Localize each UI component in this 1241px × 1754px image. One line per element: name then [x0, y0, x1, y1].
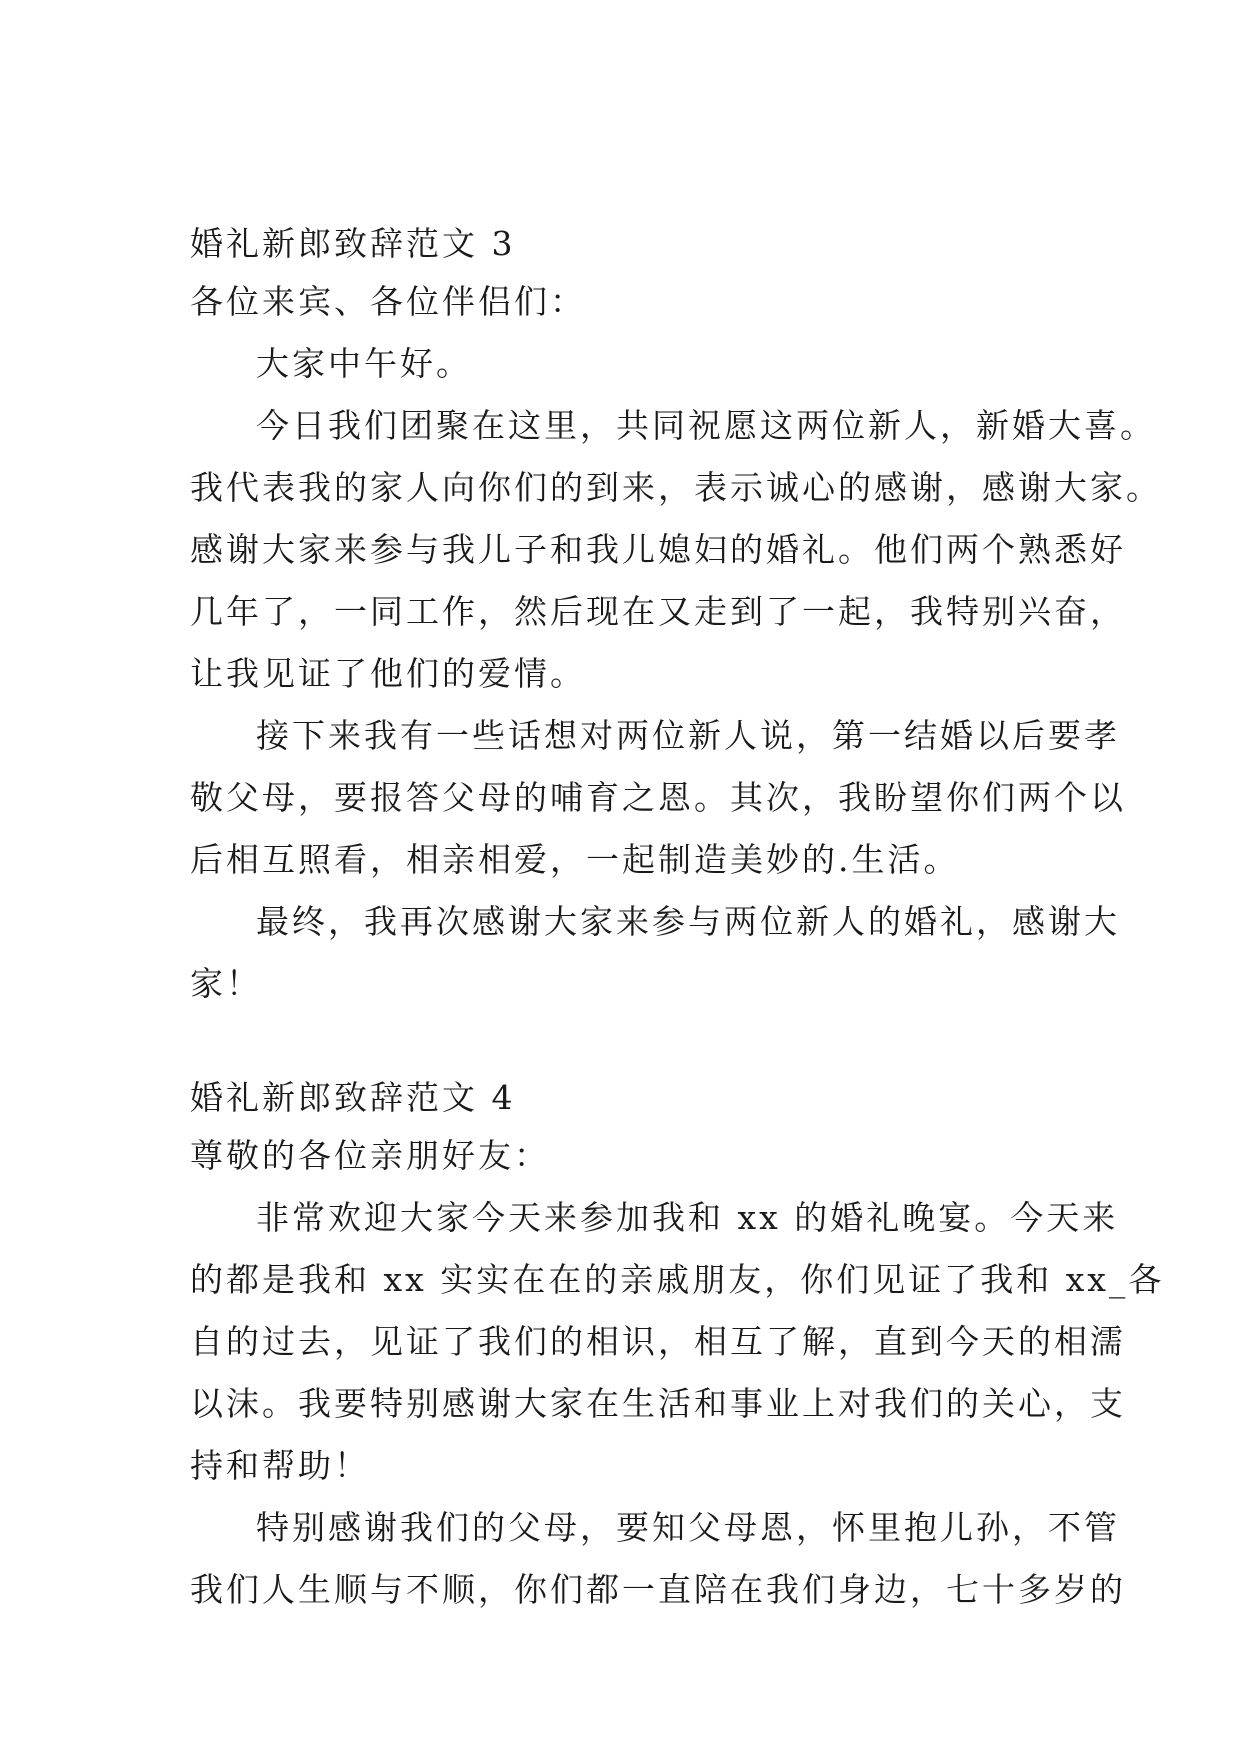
paragraph-line: 自的过去，见证了我们的相识，相互了解，直到今天的相濡: [190, 1322, 1126, 1361]
paragraph-line: 让我见证了他们的爱情。: [190, 654, 586, 693]
paragraph-line: 敬父母，要报答父母的哺育之恩。其次，我盼望你们两个以: [190, 778, 1126, 817]
section-title: 婚礼新郎致辞范文 4: [190, 1078, 516, 1117]
paragraph-line: 特别感谢我们的父母，要知父母恩，怀里抱儿孙，不管: [256, 1508, 1120, 1547]
paragraph-line: 以沫。我要特别感谢大家在生活和事业上对我们的关心，支: [190, 1384, 1126, 1423]
paragraph-line: 家！: [190, 964, 262, 1003]
paragraph-line: 的都是我和 xx 实实在在的亲戚朋友，你们见证了我和 xx_各: [190, 1260, 1165, 1299]
paragraph-line: 我代表我的家人向你们的到来，表示诚心的感谢，感谢大家。: [190, 468, 1162, 507]
paragraph-line: 非常欢迎大家今天来参加我和 xx 的婚礼晚宴。今天来: [256, 1198, 1119, 1237]
paragraph-line: 大家中午好。: [256, 344, 472, 383]
section-title: 婚礼新郎致辞范文 3: [190, 224, 516, 263]
paragraph-line: 几年了，一同工作，然后现在又走到了一起，我特别兴奋，: [190, 592, 1126, 631]
paragraph-line: 我们人生顺与不顺，你们都一直陪在我们身边，七十多岁的: [190, 1570, 1126, 1609]
paragraph-line: 后相互照看，相亲相爱，一起制造美妙的.生活。: [190, 840, 960, 879]
paragraph-line: 最终，我再次感谢大家来参与两位新人的婚礼，感谢大: [256, 902, 1120, 941]
salutation: 尊敬的各位亲朋好友：: [190, 1136, 550, 1175]
paragraph-line: 持和帮助！: [190, 1446, 370, 1485]
paragraph-line: 感谢大家来参与我儿子和我儿媳妇的婚礼。他们两个熟悉好: [190, 530, 1126, 569]
paragraph-line: 今日我们团聚在这里，共同祝愿这两位新人，新婚大喜。: [256, 406, 1156, 445]
salutation: 各位来宾、各位伴侣们：: [190, 282, 586, 321]
paragraph-line: 接下来我有一些话想对两位新人说，第一结婚以后要孝: [256, 716, 1120, 755]
